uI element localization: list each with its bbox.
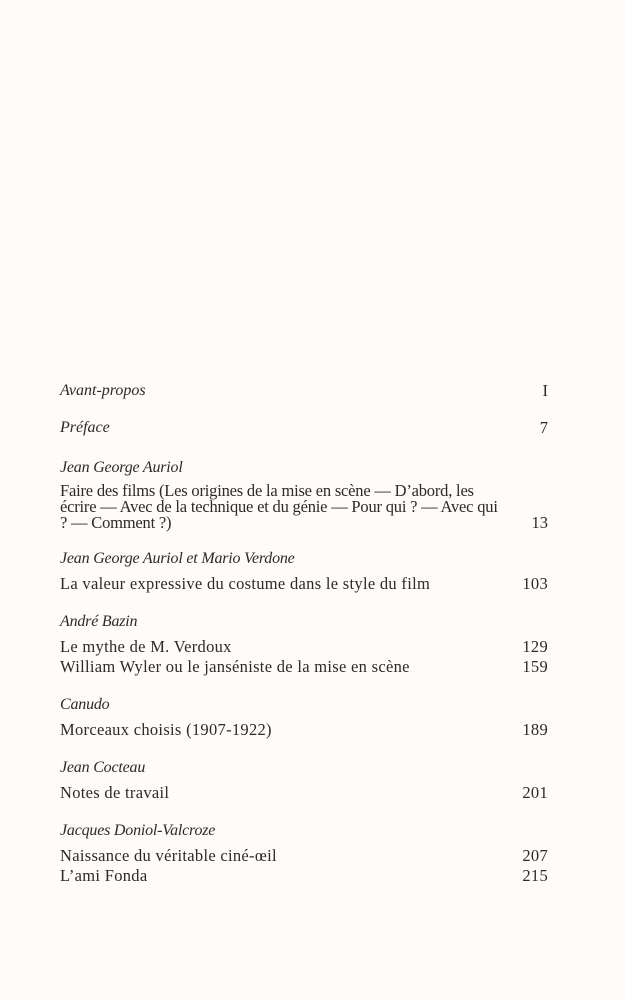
toc-section-auriol: [60, 458, 548, 531]
toc-entry-title: Naissance du véritable ciné-œil: [60, 846, 277, 865]
section-author: Jean Cocteau: [60, 759, 146, 776]
toc-entry-title: Notes de travail: [60, 783, 170, 802]
toc-entry-title: Avant-propos: [60, 382, 146, 399]
toc-page-number: 201: [522, 783, 548, 802]
toc-section-bazin: [60, 612, 548, 677]
toc-entry-title: La valeur expressive du costume dans le style du film: [60, 574, 431, 593]
section-author: André Bazin: [60, 613, 138, 630]
toc-entry-title: Préface: [60, 419, 110, 436]
toc-front-item-avant-propos: [60, 381, 548, 401]
toc-entry-title: William Wyler ou le janséniste de la mise en scène: [60, 657, 410, 676]
toc-entry: [60, 720, 548, 740]
section-author: Canudo: [60, 696, 110, 713]
toc-page-number: 189: [522, 720, 548, 739]
toc-page-number: 159: [522, 657, 548, 676]
toc-page-number: 103: [522, 574, 548, 593]
toc-entry-title: Le mythe de M. Verdoux: [60, 637, 232, 656]
toc-page-number: I: [542, 381, 548, 400]
toc-page-number: 215: [522, 866, 548, 885]
toc-page-number: 13: [531, 513, 548, 532]
toc-entry: [60, 866, 548, 886]
toc-entry: [60, 483, 548, 531]
section-author: Jean George Auriol: [60, 459, 183, 476]
table-of-contents: [60, 381, 548, 904]
toc-page-number: 207: [522, 846, 548, 865]
toc-entry: [60, 574, 548, 594]
toc-entry: [60, 846, 548, 866]
toc-section-auriol-verdone: [60, 549, 548, 594]
toc-section-cocteau: [60, 758, 548, 803]
section-author: Jacques Doniol-Valcroze: [60, 822, 216, 839]
toc-page-number: 7: [539, 418, 548, 437]
toc-entry-title: Faire des films (Les origines de la mise en scène — D’abord, les écrire — Avec de la technique et du génie — Pour qui ? — Avec qui ? — Comment ?): [60, 481, 498, 532]
toc-page-number: 129: [522, 637, 548, 656]
toc-entry: [60, 637, 548, 657]
toc-section-canudo: [60, 695, 548, 740]
toc-entry-title: Morceaux choisis (1907-1922): [60, 720, 272, 739]
toc-entry: [60, 657, 548, 677]
toc-front-item-preface: [60, 418, 548, 438]
toc-entry-title: L’ami Fonda: [60, 866, 148, 885]
toc-entry: [60, 783, 548, 803]
toc-section-doniol-valcroze: [60, 821, 548, 886]
section-author: Jean George Auriol et Mario Verdone: [60, 550, 295, 567]
